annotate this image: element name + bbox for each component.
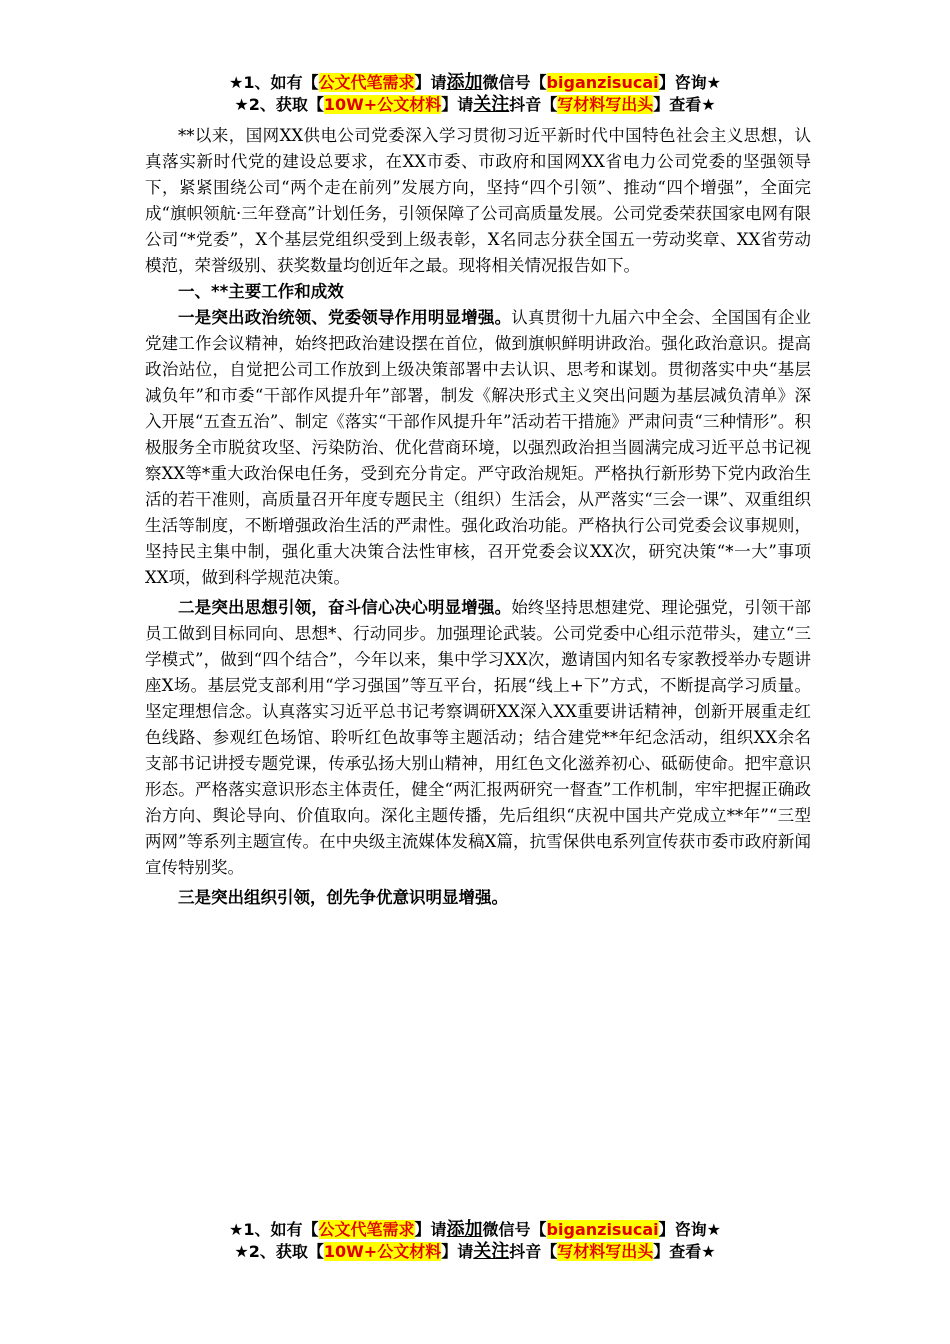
highlight-wechat-id: biganzisucai: [546, 73, 659, 92]
footer-line-1: ★1、如有【公文代笔需求】请添加微信号【biganzisucai】咨询★: [229, 1219, 721, 1240]
highlight-douyin: 写材料写出头: [557, 1242, 654, 1261]
highlight-materials: 10W+公文材料: [323, 95, 442, 114]
paragraph-2: 二是突出思想引领，奋斗信心决心明显增强。始终坚持思想建党、理论强党，引领干部员工做到目标同向、思想*、行动同步。加强理论武装。公司党委中心组示范带头，建立“三学模式”，做到“四个结合”，今年以来，集中学习XX次，邀请国内知名专家教授举办专题讲座X场。基层党支部利用“学习强国”等互平台，拓展“线上+下”方式，不断提高学习质量。坚定理想信念。认真落实习近平总书记考察调研XX深入XX重要讲话精神，创新开展重走红色线路、参观红色场馆、聆听红色故事等主题活动；结合建党**年纪念活动，组织XX余名支部书记讲授专题党课，传承弘扬大别山精神，用红色文化滋养初心、砥砺使命。把牢意识形态。严格落实意识形态主体责任，健全“两汇报两研究一督查”工作机制，牢牢把握正确政治方向、舆论导向、价值取向。深化主题传播，先后组织“庆祝中国共产党成立**年”“三型两网”等系列主题宣传。在中央级主流媒体发稿X篇，抗雪保供电系列宣传获市委市政府新闻宣传特别奖。: [145, 598, 812, 877]
highlight-wechat-id: biganzisucai: [546, 1220, 659, 1239]
highlight-service: 公文代笔需求: [318, 73, 415, 92]
section-heading: 一、**主要工作和成效: [178, 282, 344, 301]
highlight-materials: 10W+公文材料: [323, 1242, 442, 1261]
highlight-service: 公文代笔需求: [318, 1220, 415, 1239]
header-banner: [0, 72, 950, 116]
highlight-douyin: 写材料写出头: [557, 95, 654, 114]
footer-line-2: ★2、获取【10W+公文材料】请关注抖音【写材料写出头】查看★: [234, 1241, 716, 1262]
paragraph-1: 一是突出政治统领、党委领导作用明显增强。认真贯彻十九届六中全会、全国国有企业党建工作会议精神，始终把政治建设摆在首位，做到旗帜鲜明讲政治。强化政治意识。提高政治站位，自觉把公司工作放到上级决策部署中去认识、思考和谋划。贯彻落实中央“基层减负年”和市委“干部作风提升年”部署，制发《解决形式主义突出问题为基层减负清单》深入开展“五查五治”、制定《落实“干部作风提升年”活动若干措施》严肃问责“三种情形”。积极服务全市脱贫攻坚、污染防治、优化营商环境，以强烈政治担当圆满完成习近平总书记视察XX等*重大政治保电任务，受到充分肯定。严守政治规矩。严格执行新形势下党内政治生活的若干准则，高质量召开年度专题民主（组织）生活会，从严落实“三会一课”、双重组织生活等制度，不断增强政治生活的严肃性。强化政治功能。严格执行公司党委会议事规则，坚持民主集中制，强化重大决策合法性审核，召开党委会议XX次，研究决策“*一大”事项XX项，做到科学规范决策。: [145, 308, 812, 587]
paragraph-3: 三是突出组织引领，创先争优意识明显增强。: [178, 888, 508, 907]
footer-banner: [0, 1219, 950, 1263]
banner-line-1: ★1、如有【公文代笔需求】请添加微信号【biganzisucai】咨询★: [229, 72, 721, 93]
document-body: [145, 123, 811, 911]
intro-paragraph: **以来，国网XX供电公司党委深入学习贯彻习近平新时代中国特色社会主义思想，认真落实新时代党的建设总要求，在XX市委、市政府和国网XX省电力公司党委的坚强领导下，紧紧围绕公司“两个走在前列”发展方向，坚持“四个引领”、推动“四个增强”，全面完成“旗帜领航·三年登高”计划任务，引领保障了公司高质量发展。公司党委荣获国家电网有限公司“*党委”，X个基层党组织受到上级表彰，X名同志分获全国五一劳动奖章、XX省劳动模范，荣誉级别、获奖数量均创近年之最。现将相关情况报告如下。: [145, 126, 811, 275]
banner-line-2: ★2、获取【10W+公文材料】请关注抖音【写材料写出头】查看★: [234, 94, 716, 115]
